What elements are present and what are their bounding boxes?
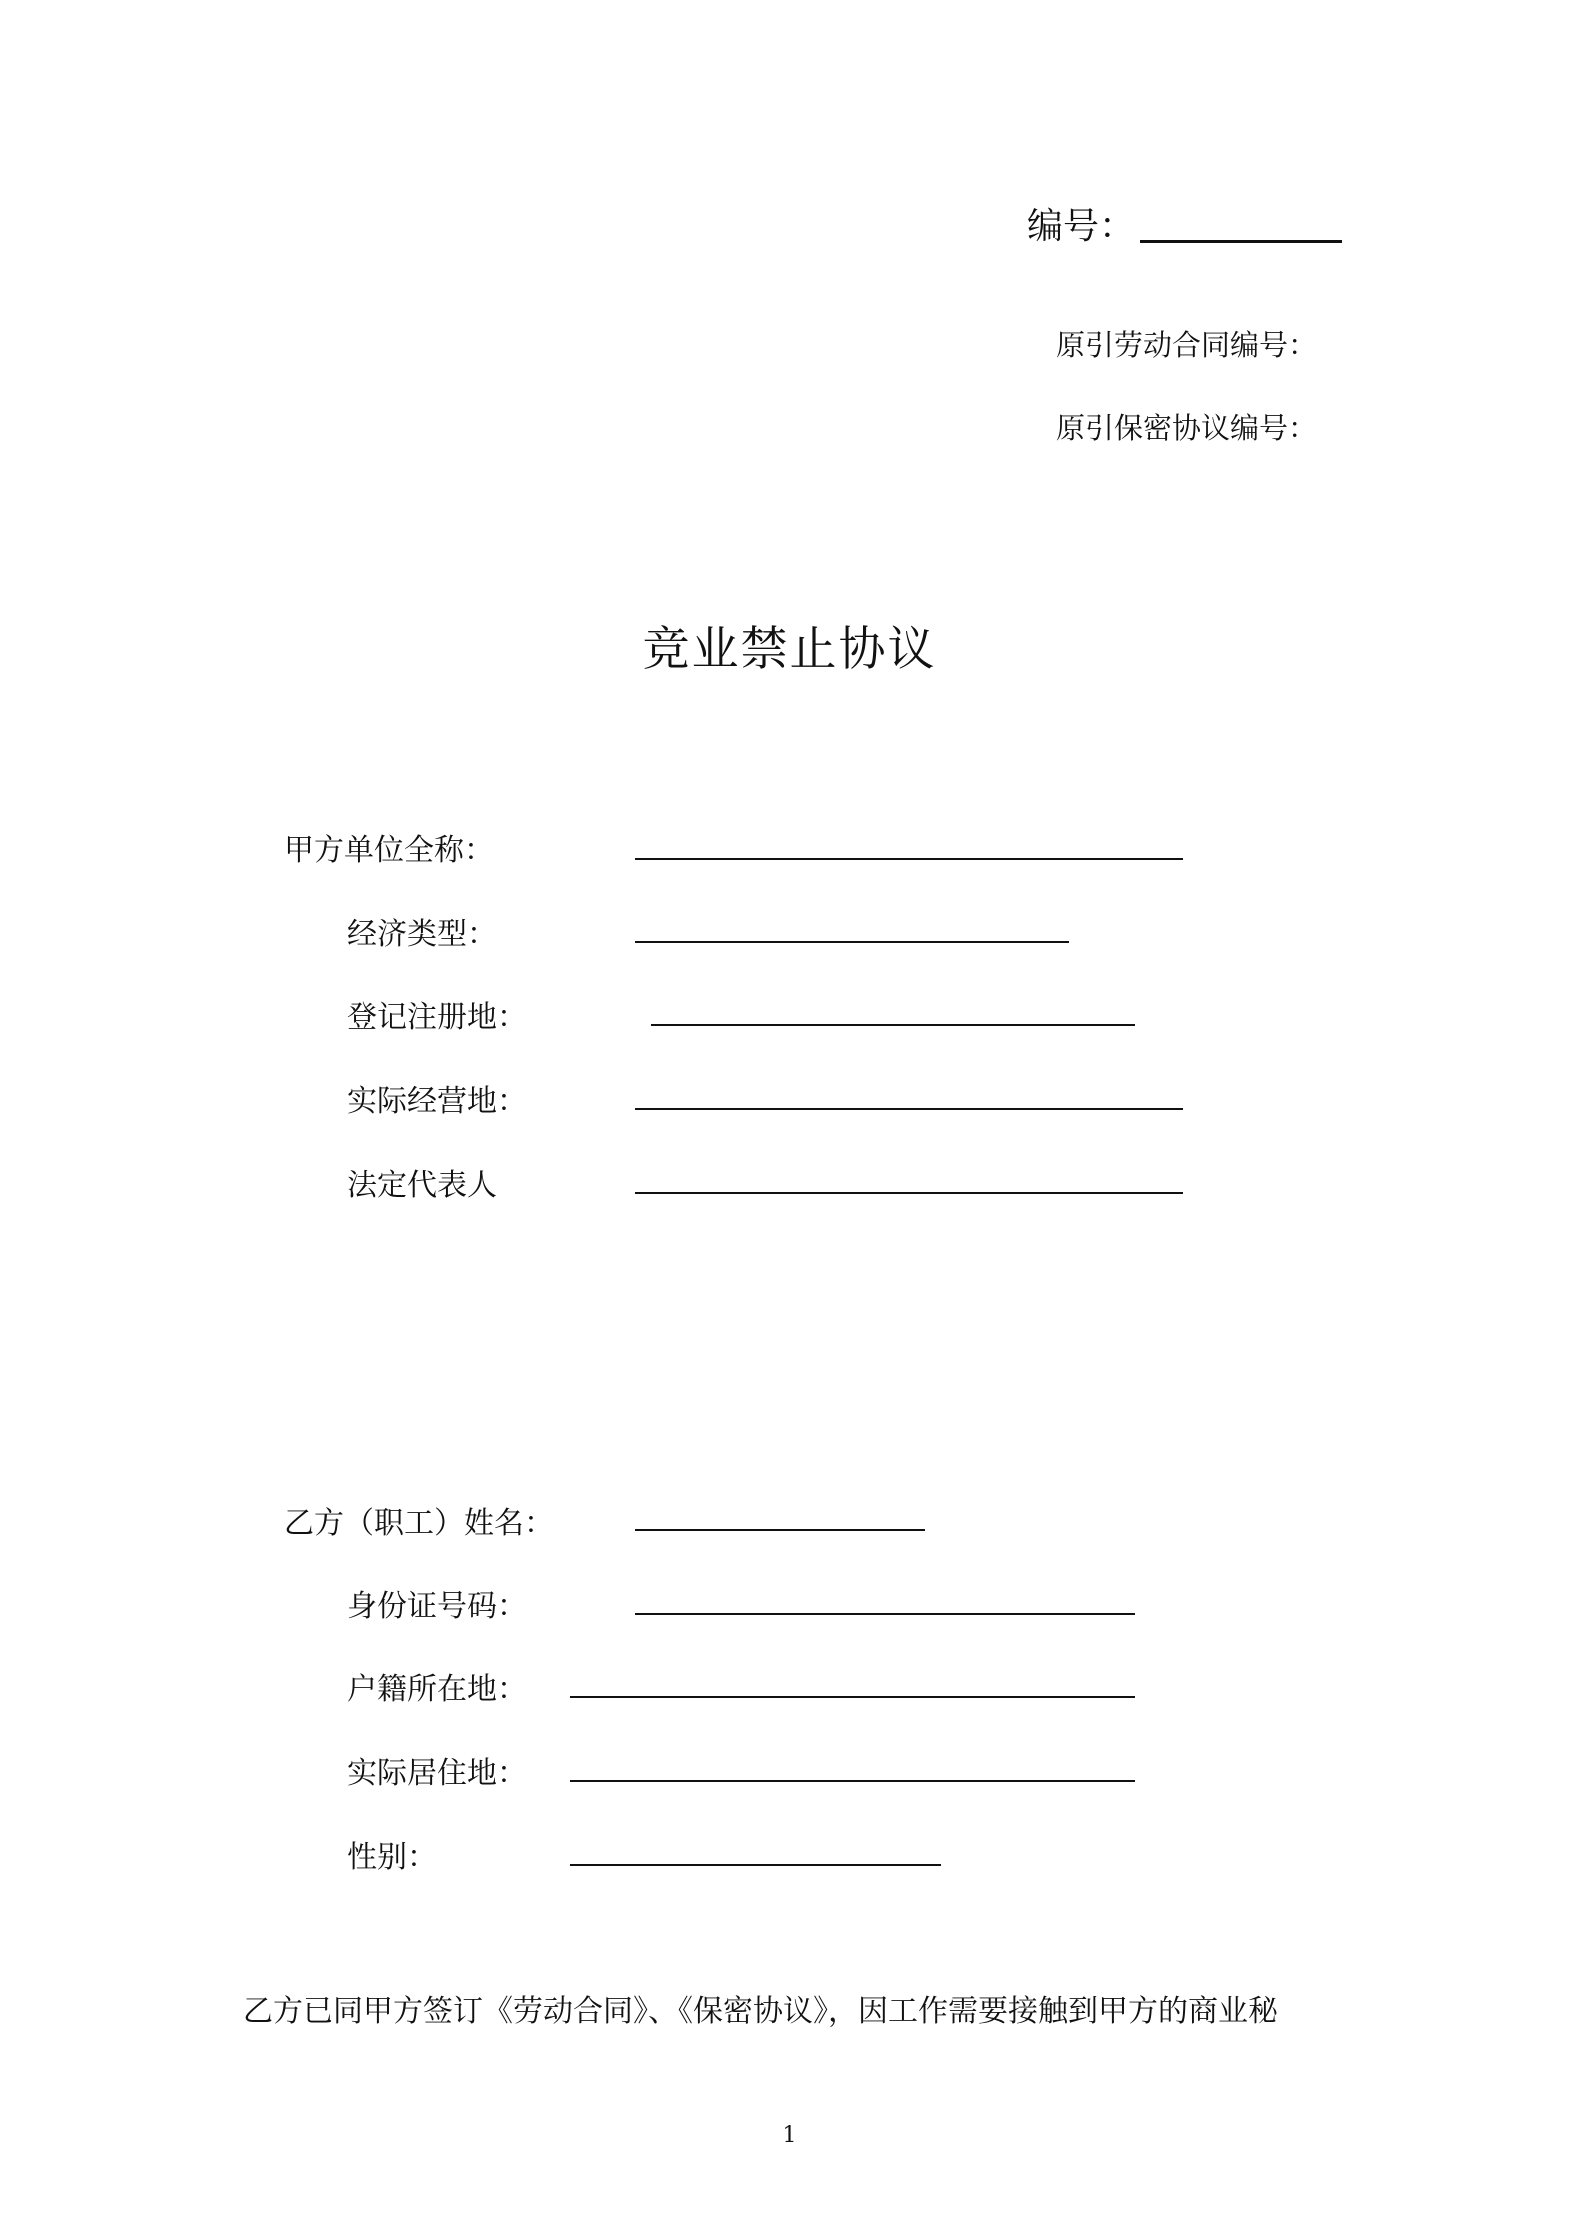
party-b-name-label: 乙方（职工）姓名： xyxy=(284,1506,554,1541)
page-number: 1 xyxy=(782,2123,797,2148)
id-number-fill-line xyxy=(635,1613,1135,1615)
economic-type-label: 经济类型： xyxy=(347,917,497,952)
residence-fill-line xyxy=(570,1780,1135,1782)
legal-representative-fill-line xyxy=(635,1192,1183,1194)
id-number-label: 身份证号码： xyxy=(347,1589,527,1624)
registered-place-fill-line xyxy=(651,1024,1135,1026)
gender-label: 性别： xyxy=(347,1840,437,1875)
agreement-paragraph: 乙方已同甲方签订《劳动合同》、《保密协议》，因工作需要接触到甲方的商业秘 xyxy=(243,1994,1278,2029)
household-place-fill-line xyxy=(570,1696,1135,1698)
business-place-fill-line xyxy=(635,1108,1183,1110)
document-number-fill-line xyxy=(1140,240,1342,243)
document-number-label: 编号： xyxy=(1027,206,1136,247)
party-a-full-name-label: 甲方单位全称： xyxy=(284,833,494,868)
party-b-name-fill-line xyxy=(635,1529,925,1531)
original-labor-contract-number-label: 原引劳动合同编号： xyxy=(1056,328,1318,362)
residence-label: 实际居住地： xyxy=(347,1756,527,1791)
economic-type-fill-line xyxy=(635,941,1069,943)
registered-place-label: 登记注册地： xyxy=(347,1000,527,1035)
business-place-label: 实际经营地： xyxy=(347,1084,527,1119)
legal-representative-label: 法定代表人 xyxy=(347,1168,497,1203)
original-confidentiality-agreement-number-label: 原引保密协议编号： xyxy=(1056,411,1318,445)
gender-fill-line xyxy=(570,1864,941,1866)
document-title: 竞业禁止协议 xyxy=(642,622,937,677)
party-a-full-name-fill-line xyxy=(635,858,1183,860)
household-place-label: 户籍所在地： xyxy=(347,1672,527,1707)
